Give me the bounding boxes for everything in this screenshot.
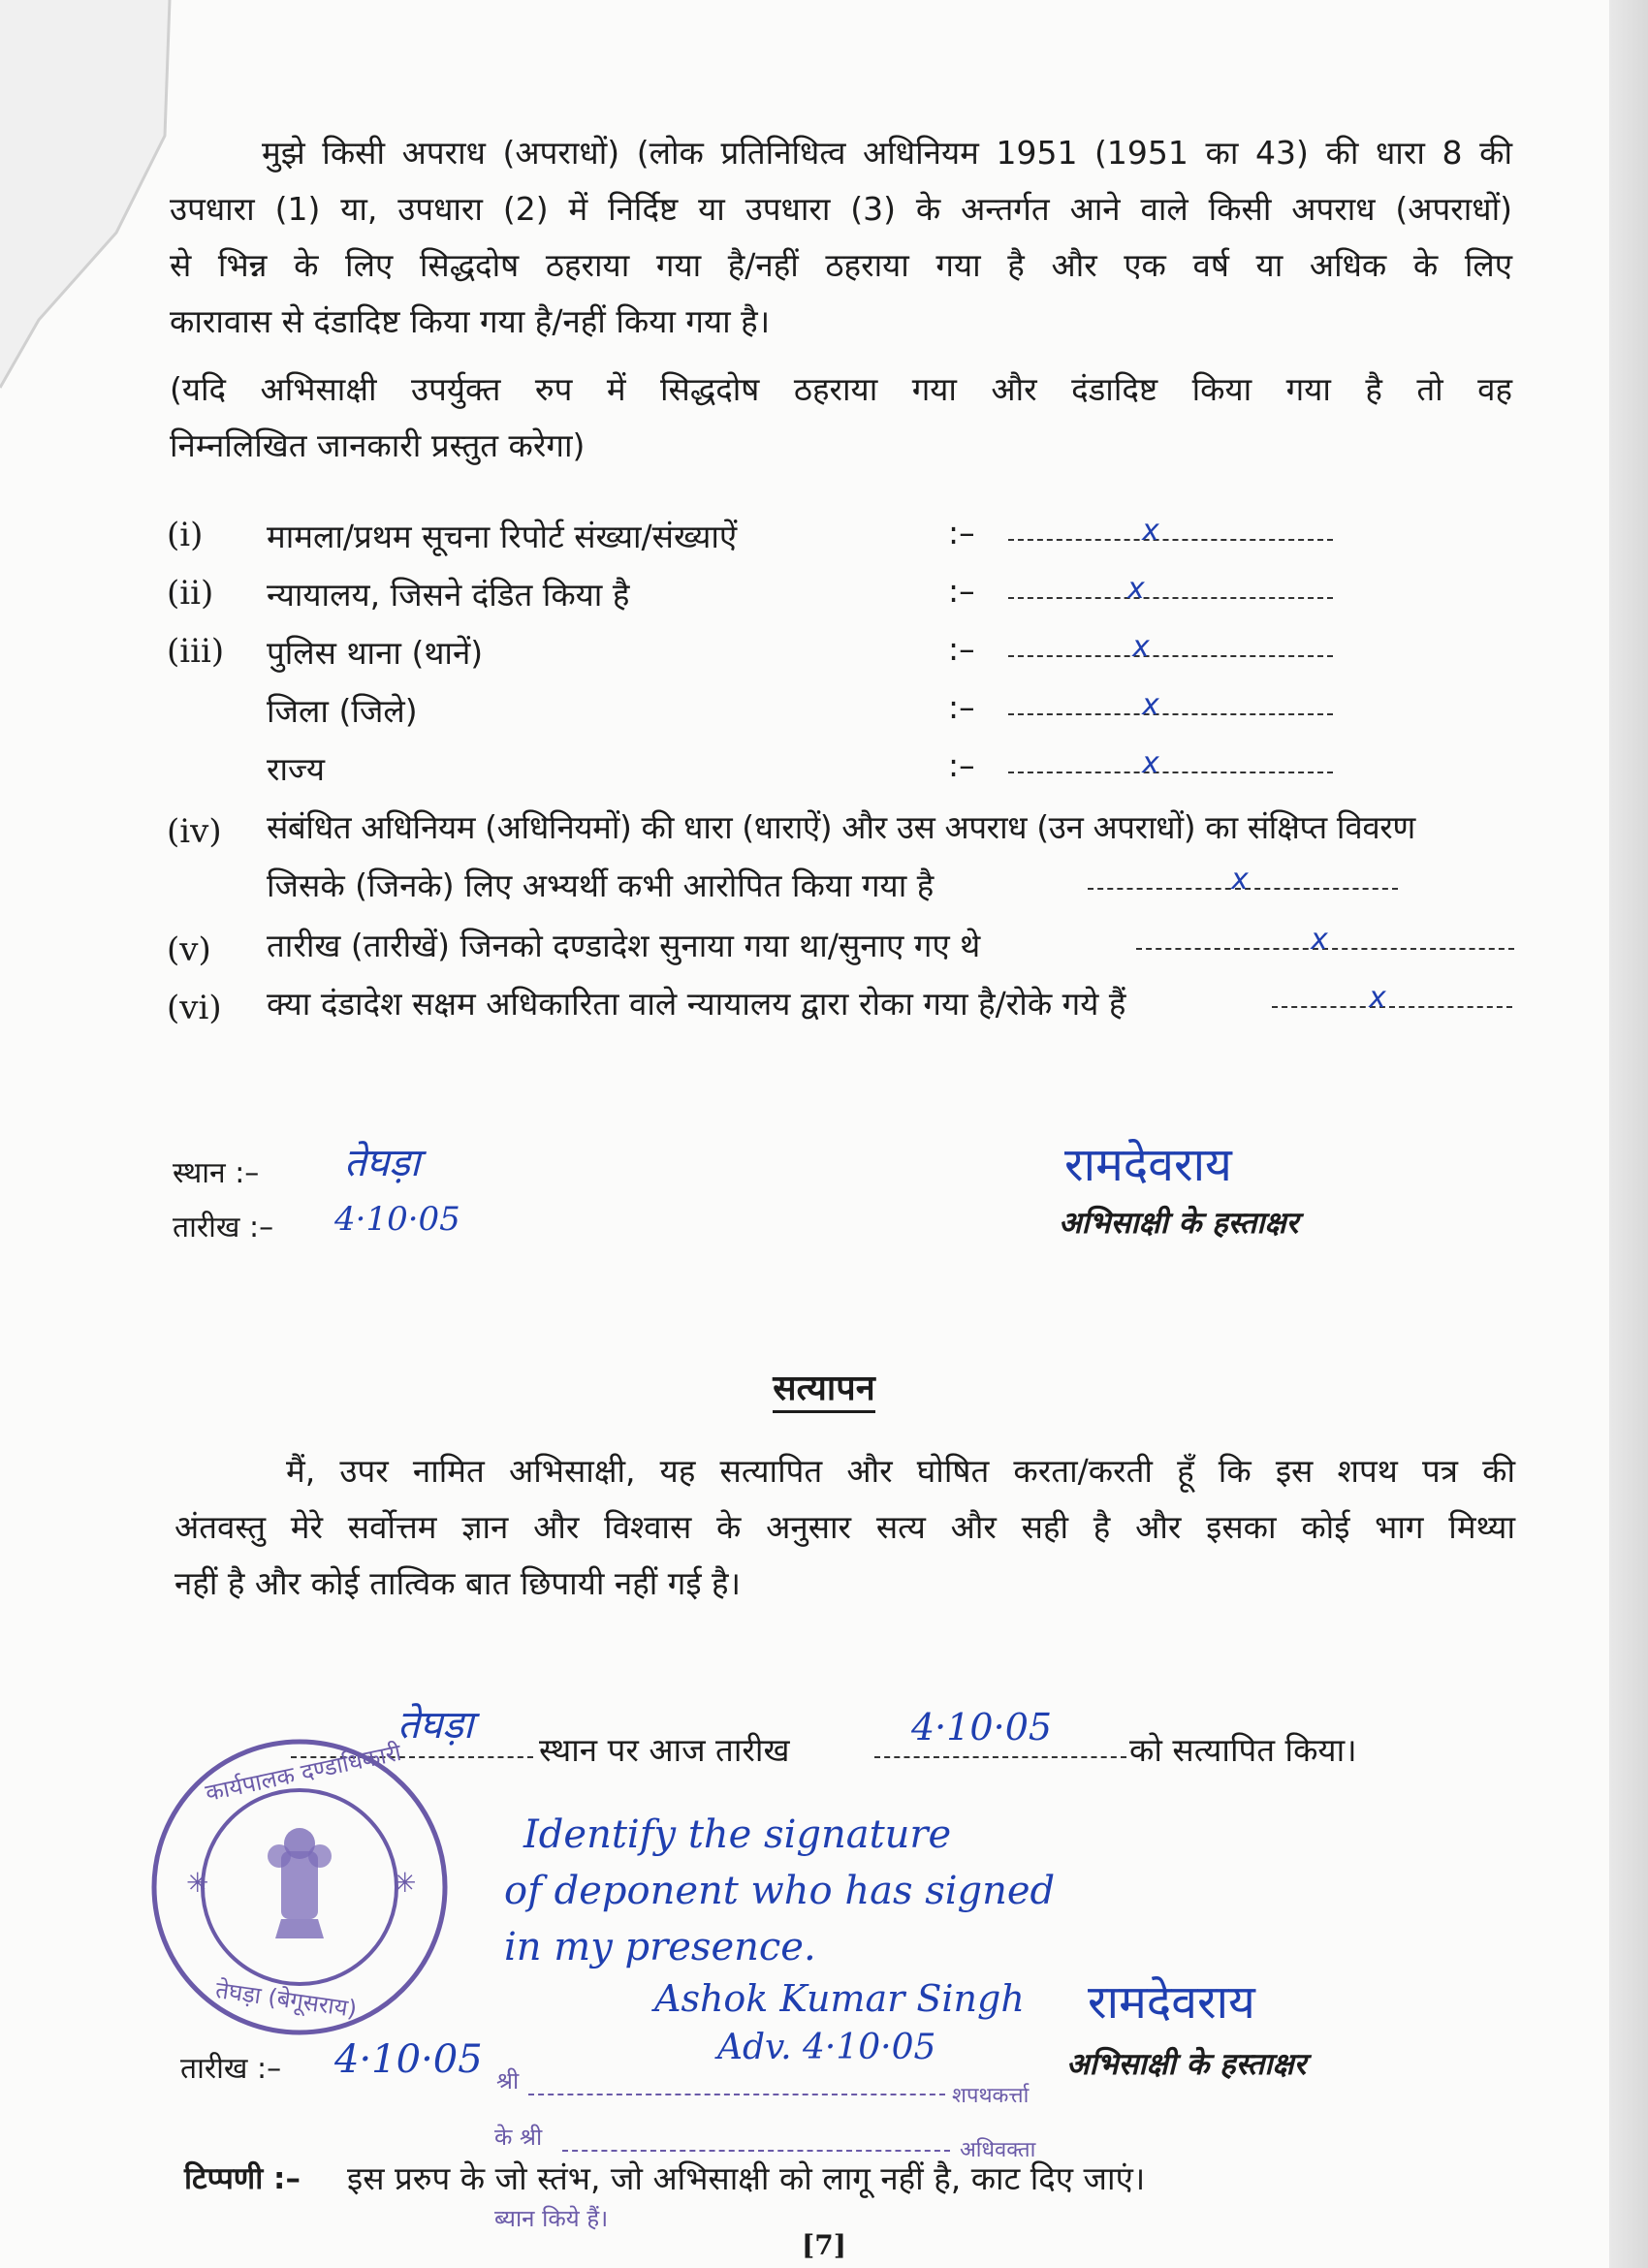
paragraph-2 xyxy=(170,368,1512,467)
blank-line xyxy=(1008,772,1333,773)
stamped-line-suffix: शपथकर्त्ता xyxy=(952,2084,1030,2108)
cross-mark: x xyxy=(1142,746,1159,780)
verification-date-value: 4·10·05 xyxy=(911,1706,1053,1748)
item-label: राज्य xyxy=(267,750,326,788)
item-number: (v) xyxy=(167,930,211,969)
cross-mark: x xyxy=(1231,863,1249,897)
stamped-line-prefix: श्री xyxy=(496,2067,520,2095)
cross-mark: x xyxy=(1127,572,1145,606)
signature-label: अभिसाक्षी के हस्ताक्षर xyxy=(1059,1206,1299,1241)
verification-place-value: तेघड़ा xyxy=(397,1703,474,1748)
item-separator: :– xyxy=(948,688,975,726)
item-number: (iv) xyxy=(167,812,222,851)
verification-paragraph xyxy=(174,1450,1515,1605)
item-number: (i) xyxy=(167,516,204,554)
advocate-note-line: of deponent who has signed xyxy=(504,1869,1056,1913)
cross-mark: x xyxy=(1311,923,1328,957)
date-value: 4·10·05 xyxy=(334,1200,460,1239)
stamped-line-suffix: अधिवक्ता xyxy=(960,2138,1036,2162)
stamp-blank-line xyxy=(528,2094,945,2095)
note-label: टिप्पणी :– xyxy=(184,2161,301,2196)
verification-heading-text: सत्यापन xyxy=(773,1369,874,1413)
page-edge xyxy=(1609,0,1648,2268)
para1-line-3: से भिन्न के लिए सिद्धदोष ठहराया गया है/नहीं ठहराया गया है और एक वर्ष या अधिक के लिए xyxy=(170,246,1512,284)
item-label: पुलिस थाना (थानें) xyxy=(267,634,484,672)
cross-mark: x xyxy=(1369,981,1386,1015)
item-separator: :– xyxy=(948,514,975,551)
date-label: तारीख :– xyxy=(180,2052,282,2086)
date-label: तारीख :– xyxy=(173,1211,274,1244)
para1-line-4: कारावास से दंडादिष्ट किया गया है/नहीं किया गया है। xyxy=(170,302,771,340)
item-iv-line-1: संबंधित अधिनियम (अधिनियमों) की धारा (धाराऐं) और उस अपराध (उन अपराधों) का संक्षिप्त विवरण xyxy=(267,808,1415,846)
item-separator: :– xyxy=(948,630,975,668)
para1-line-1: मुझे किसी अपराध (अपराधों) (लोक प्रतिनिधित्व अधिनियम 1951 (1951 का 43) की धारा 8 की xyxy=(262,134,1512,172)
seal-bottom-text: तेघड़ा (बेगूसराय) xyxy=(213,1975,359,2024)
verification-end-text: को सत्यापित किया। xyxy=(1129,1731,1357,1769)
stamp-blank-line xyxy=(562,2150,950,2152)
verification-line-3: नहीं है और कोई तात्विक बात छिपायी नहीं गई है। xyxy=(174,1564,742,1602)
verification-line-1: मैं, उपर नामित अभिसाक्षी, यह सत्यापित और घोषित करता/करती हूँ कि इस शपथ पत्र की xyxy=(286,1452,1515,1490)
blank-line xyxy=(1008,713,1333,715)
item-separator: :– xyxy=(948,746,975,784)
place-value: तेघड़ा xyxy=(344,1141,421,1185)
official-seal xyxy=(147,1735,452,2039)
page-number: [7] xyxy=(802,2229,846,2261)
blank-line xyxy=(1008,597,1333,599)
stamped-line-prefix: के श्री xyxy=(494,2124,543,2151)
blank-line xyxy=(874,1756,1126,1758)
svg-text:✳: ✳ xyxy=(186,1867,209,1899)
para2-line-2: निम्नलिखित जानकारी प्रस्तुत करेगा) xyxy=(170,426,586,464)
para2-line-1: (यदि अभिसाक्षी उपर्युक्त रुप में सिद्धदोष ठहराया गया और दंडादिष्ट किया गया है तो वह xyxy=(170,370,1512,408)
stamped-line: ब्यान किये हैं। xyxy=(494,2205,609,2232)
para1-line-2: उपधारा (1) या, उपधारा (2) में निर्दिष्ट या उपधारा (3) के अन्तर्गत आने वाले किसी अपराध (अपराधों) xyxy=(170,190,1512,228)
verification-heading xyxy=(0,1363,1648,1410)
advocate-name: Ashok Kumar Singh xyxy=(654,1977,1025,2020)
verification-place-text: स्थान पर आज तारीख xyxy=(539,1731,790,1769)
advocate-note-line: in my presence. xyxy=(504,1925,816,1969)
item-vi-label: क्या दंडादेश सक्षम अधिकारिता वाले न्यायालय द्वारा रोका गया है/रोके गये हैं xyxy=(267,985,1126,1023)
verification-line-2: अंतवस्तु मेरे सर्वोत्तम ज्ञान और विश्वास के अनुसार सत्य और सही है और इसका कोई भाग मिथ्या xyxy=(174,1508,1515,1546)
item-number: (ii) xyxy=(167,574,214,613)
advocate-date: Adv. 4·10·05 xyxy=(717,2028,936,2067)
advocate-note-line: Identify the signature xyxy=(523,1812,952,1857)
note-text: इस प्ररुप के जो स्तंभ, जो अभिसाक्षी को लागू नहीं है, काट दिए जाएं। xyxy=(347,2159,1146,2197)
item-number: (iii) xyxy=(167,632,225,671)
cross-mark: x xyxy=(1142,514,1159,548)
cross-mark: x xyxy=(1142,688,1159,722)
item-label: जिला (जिले) xyxy=(267,692,418,730)
cross-mark: x xyxy=(1132,630,1150,664)
place-label: स्थान :– xyxy=(173,1156,260,1190)
item-v-label: तारीख (तारीखें) जिनको दण्डादेश सुनाया गया था/सुनाए गए थे xyxy=(267,927,981,964)
paragraph-1 xyxy=(170,132,1512,343)
svg-text:✳: ✳ xyxy=(394,1867,417,1899)
date-value: 4·10·05 xyxy=(334,2037,483,2082)
blank-line xyxy=(1008,539,1333,541)
item-label: मामला/प्रथम सूचना रिपोर्ट संख्या/संख्याऐं xyxy=(267,518,738,555)
blank-line xyxy=(1008,655,1333,657)
item-iv-line-2: जिसके (जिनके) लिए अभ्यर्थी कभी आरोपित किया गया है xyxy=(267,866,935,904)
item-number: (vi) xyxy=(167,989,222,1027)
deponent-signature: रामदेवराय xyxy=(1088,1975,1255,2030)
item-separator: :– xyxy=(948,572,975,610)
deponent-signature: रामदेवराय xyxy=(1064,1138,1232,1192)
blank-line xyxy=(1272,1006,1512,1008)
signature-label: अभिसाक्षी के हस्ताक्षर xyxy=(1066,2047,1307,2082)
seal-top-text: कार्यपालक दण्डाधिकारी xyxy=(203,1738,404,1808)
item-label: न्यायालय, जिसने दंडित किया है xyxy=(267,576,630,614)
